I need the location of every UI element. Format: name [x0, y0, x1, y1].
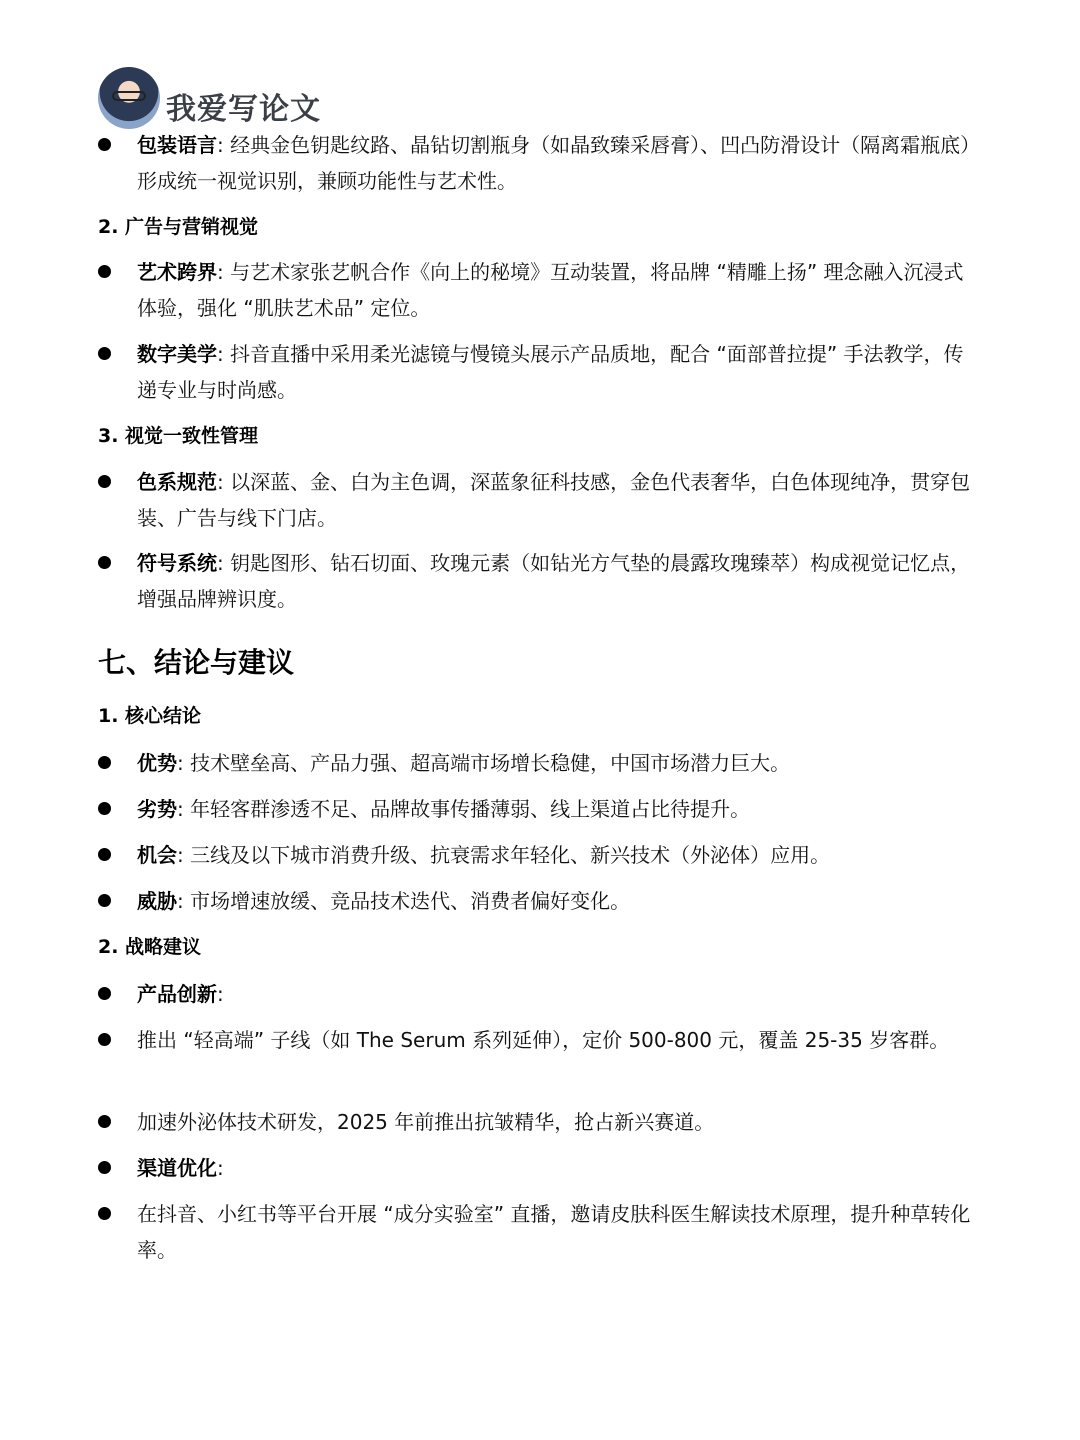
- item-text: : 钥匙图形、钻石切面、玫瑰元素（如钻光方气垫的晨露玫瑰臻萃）构成视觉记忆点，增强品牌辨识度。: [137, 551, 971, 611]
- item-label: 机会: [137, 843, 177, 867]
- list-item: [98, 1022, 974, 1058]
- logo-text: 我爱写论文: [166, 92, 321, 127]
- bullet-icon: [98, 347, 111, 360]
- bullet-icon: [98, 802, 111, 815]
- item-label: 艺术跨界: [137, 260, 217, 284]
- item-label: 威胁: [137, 889, 177, 913]
- list-item: [98, 545, 974, 617]
- item-text: : 经典金色钥匙纹路、晶钻切割瓶身（如晶致臻采唇膏）、凹凸防滑设计（隔离霜瓶底）形成统一视觉识别，兼顾功能性与艺术性。: [137, 133, 971, 193]
- item-label: 优势: [137, 751, 177, 775]
- item-text: 在抖音、小红书等平台开展 “成分实验室” 直播，邀请皮肤科医生解读技术原理，提升种草转化率。: [137, 1202, 971, 1262]
- section-heading: 1. 核心结论: [98, 705, 202, 727]
- item-label: 劣势: [137, 797, 177, 821]
- chapter-title: 七、结论与建议: [98, 646, 295, 679]
- item-text: 推出 “轻高端” 子线（如 The Serum 系列延伸），定价 500-800 元，覆盖 25-35 岁客群。: [137, 1028, 950, 1052]
- bullet-icon: [98, 1207, 111, 1220]
- bullet-icon: [98, 556, 111, 569]
- list-item: [98, 976, 974, 1012]
- list-item: [98, 745, 974, 781]
- bullet-icon: [98, 756, 111, 769]
- list-item: [98, 791, 974, 827]
- item-text: :: [217, 1156, 224, 1180]
- item-label: 符号系统: [137, 551, 217, 575]
- item-label: 色系规范: [137, 470, 217, 494]
- list-item: [98, 254, 974, 326]
- bullet-icon: [98, 1033, 111, 1046]
- logo: [98, 66, 321, 130]
- bullet-icon: [98, 1161, 111, 1174]
- list-item: [98, 883, 974, 919]
- section-heading: 3. 视觉一致性管理: [98, 425, 259, 447]
- item-text: 加速外泌体技术研发，2025 年前推出抗皱精华，抢占新兴赛道。: [137, 1110, 715, 1134]
- avatar: [98, 67, 160, 129]
- bullet-icon: [98, 987, 111, 1000]
- section-heading: 2. 战略建议: [98, 936, 202, 958]
- item-text: : 以深蓝、金、白为主色调，深蓝象征科技感，金色代表奢华，白色体现纯净，贯穿包装、广告与线下门店。: [137, 470, 971, 530]
- list-item: [98, 837, 974, 873]
- item-text: : 技术壁垒高、产品力强、超高端市场增长稳健，中国市场潜力巨大。: [177, 751, 791, 775]
- bullet-icon: [98, 138, 111, 151]
- item-text: : 三线及以下城市消费升级、抗衰需求年轻化、新兴技术（外泌体）应用。: [177, 843, 831, 867]
- list-item: [98, 1150, 974, 1186]
- bullet-icon: [98, 894, 111, 907]
- item-label: 数字美学: [137, 342, 217, 366]
- bullet-icon: [98, 848, 111, 861]
- list-item: [98, 464, 974, 536]
- bullet-icon: [98, 1115, 111, 1128]
- bullet-icon: [98, 475, 111, 488]
- item-text: : 抖音直播中采用柔光滤镜与慢镜头展示产品质地，配合 “面部普拉提” 手法教学，传递专业与时尚感。: [137, 342, 964, 402]
- section-heading: 2. 广告与营销视觉: [98, 216, 259, 238]
- item-text: : 市场增速放缓、竞品技术迭代、消费者偏好变化。: [177, 889, 631, 913]
- bullet-icon: [98, 265, 111, 278]
- item-text: : 年轻客群渗透不足、品牌故事传播薄弱、线上渠道占比待提升。: [177, 797, 751, 821]
- list-item: [98, 1196, 974, 1268]
- item-text: : 与艺术家张艺帆合作《向上的秘境》互动装置，将品牌 “精雕上扬” 理念融入沉浸式体验，强化 “肌肤艺术品” 定位。: [137, 260, 964, 320]
- item-label: 产品创新: [137, 982, 217, 1006]
- list-item: [98, 127, 974, 199]
- list-item: [98, 1104, 974, 1140]
- item-label: 渠道优化: [137, 1156, 217, 1180]
- list-item: [98, 336, 974, 408]
- item-label: 包装语言: [137, 133, 217, 157]
- item-text: :: [217, 982, 224, 1006]
